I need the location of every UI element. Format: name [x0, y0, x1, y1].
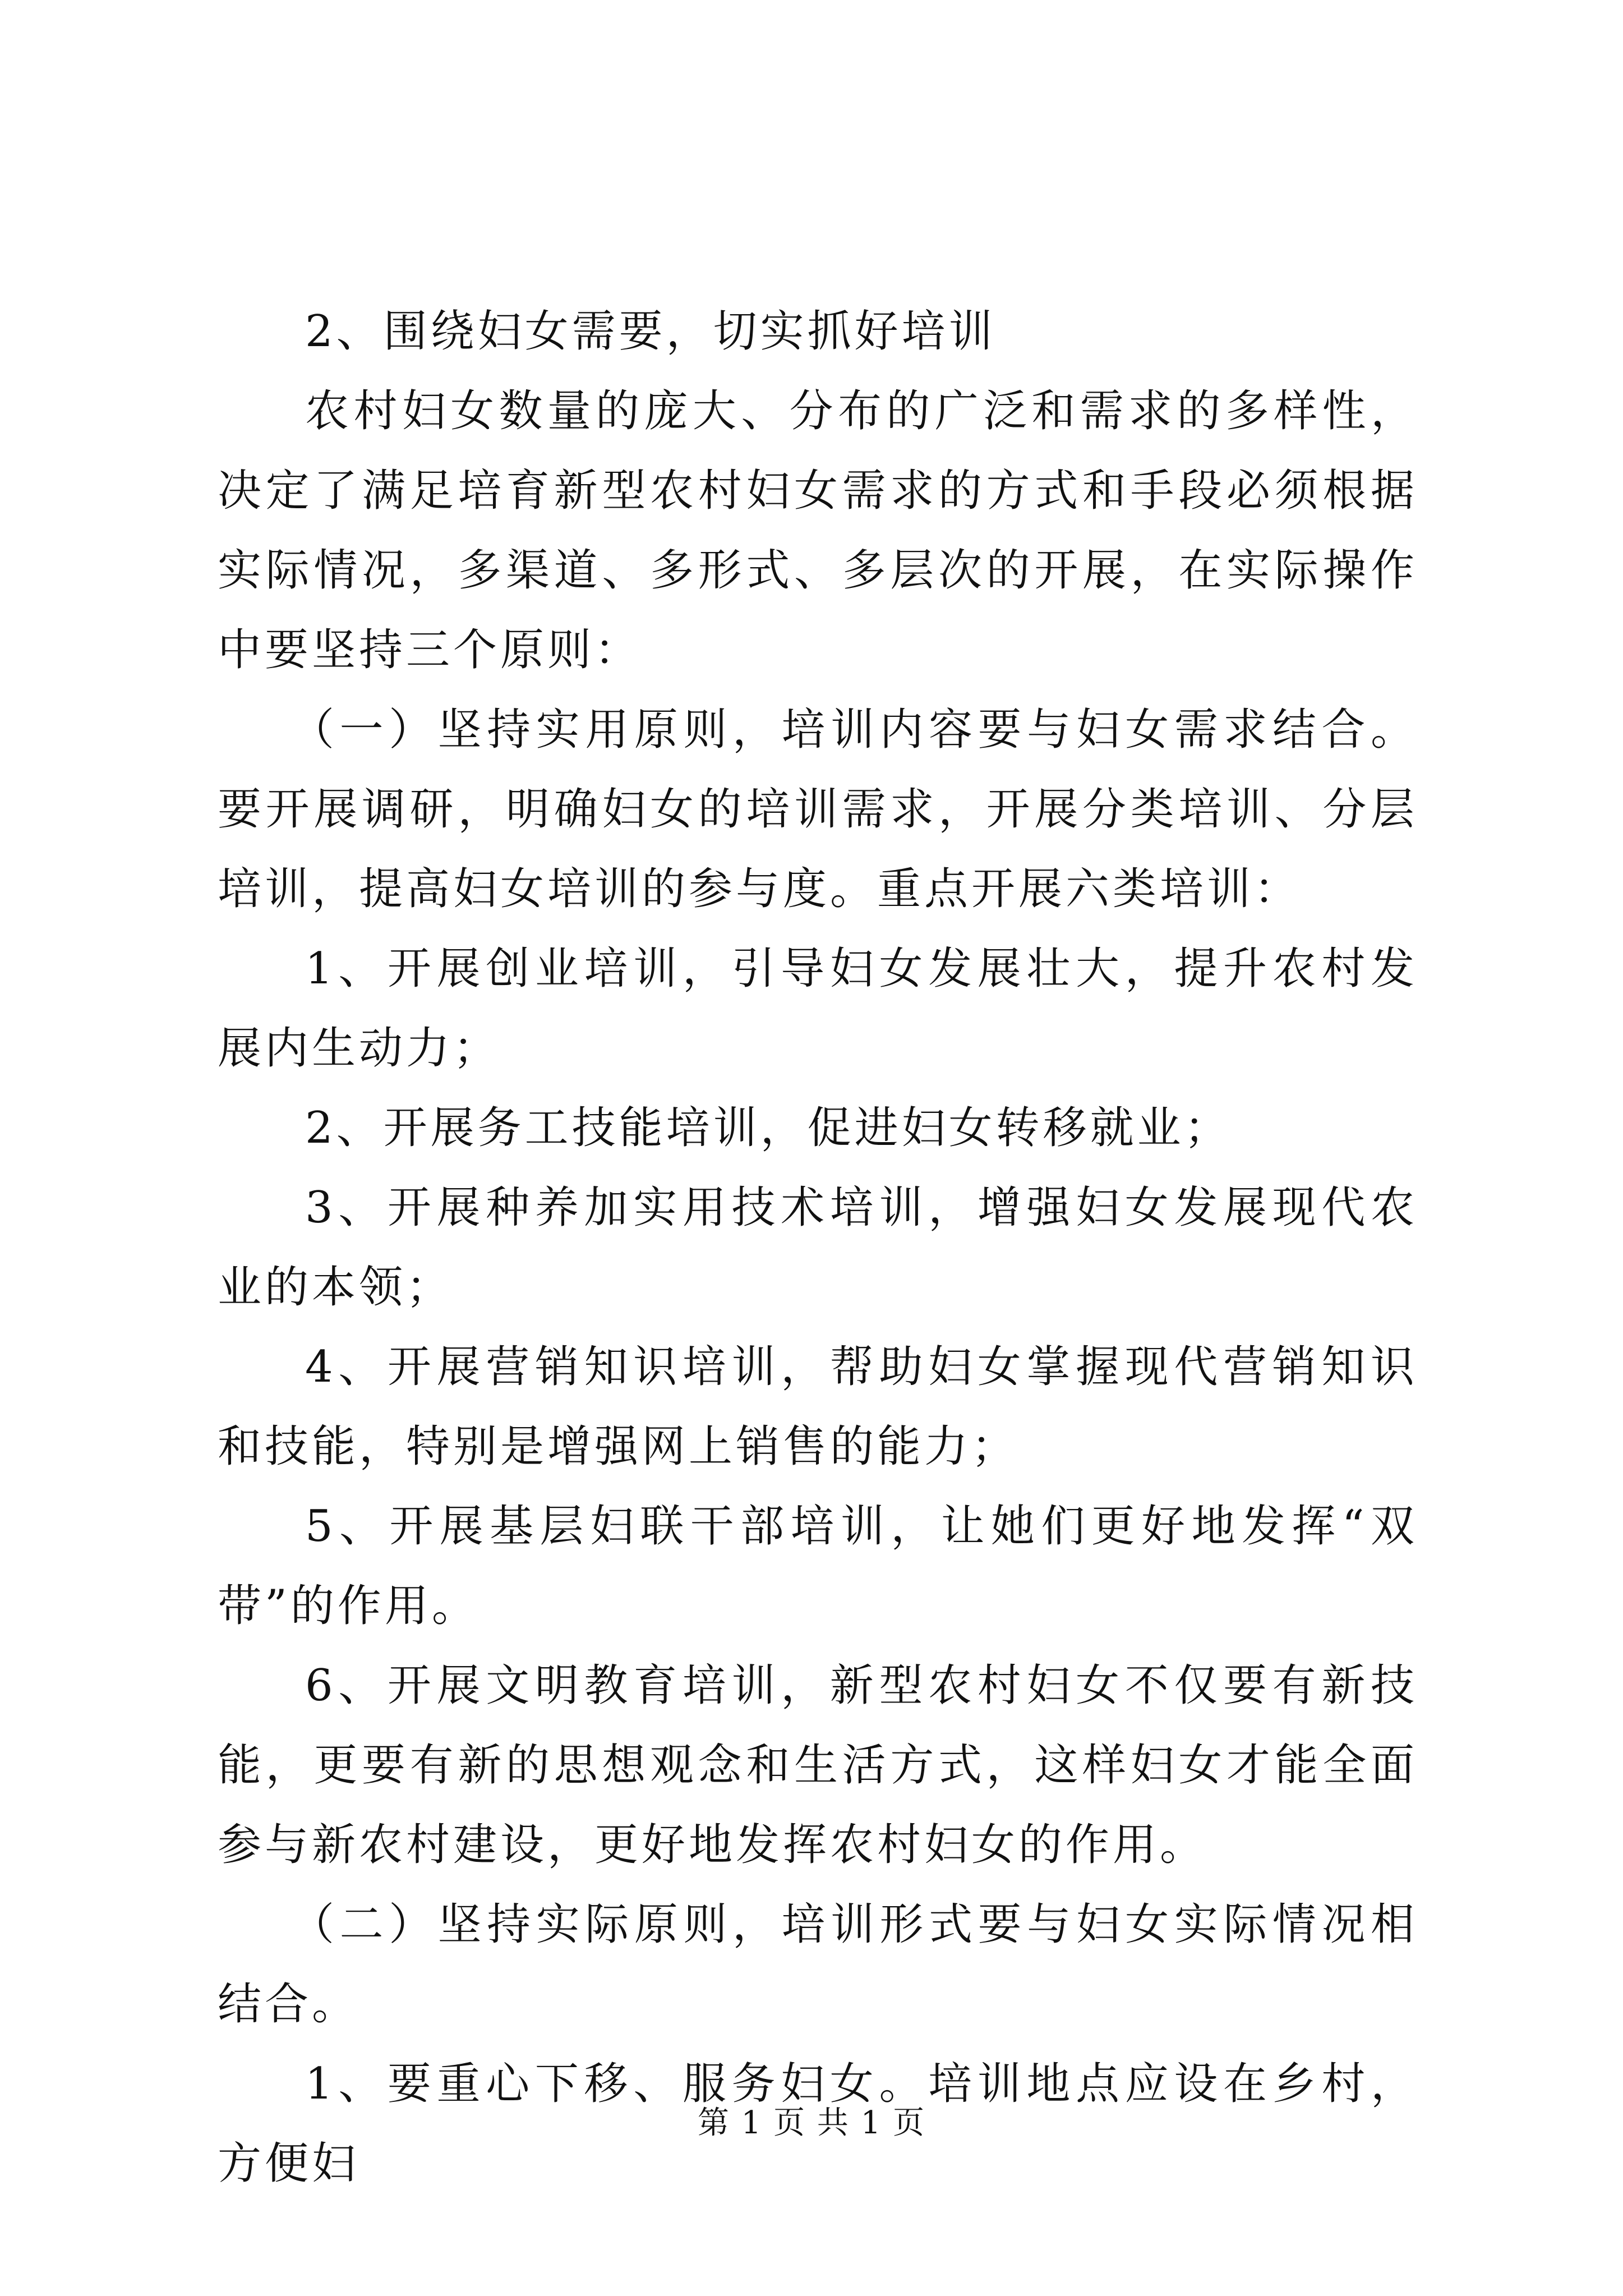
section-heading: 2、围绕妇女需要，切实抓好培训 — [305, 306, 996, 357]
document-body — [218, 292, 1418, 2203]
list-item: 1、要重心下移、服务妇女。培训地点应设在乡村，方便妇 — [218, 2059, 1418, 2189]
list-item: 5、开展基层妇联干部培训，让她们更好地发挥“双带”的作用。 — [218, 1501, 1418, 1631]
list-item: 1、开展创业培训，引导妇女发展壮大，提升农村发展内生动力； — [218, 944, 1418, 1074]
list-item: 3、开展种养加实用技术培训，增强妇女发展现代农业的本领； — [218, 1182, 1418, 1313]
list-item: 6、开展文明教育培训，新型农村妇女不仅要有新技能，更要有新的思想观念和生活方式，这样妇女才能全面参与新农村建设，更好地发挥农村妇女的作用。 — [218, 1660, 1418, 1870]
page-footer: 第 1 页 共 1 页 — [697, 2105, 926, 2141]
paragraph: （二）坚持实际原则，培训形式要与妇女实际情况相结合。 — [218, 1899, 1418, 2030]
list-item: 2、开展务工技能培训，促进妇女转移就业； — [305, 1103, 1232, 1153]
paragraph: 农村妇女数量的庞大、分布的广泛和需求的多样性，决定了满足培育新型农村妇女需求的方式和手段必须根据实际情况，多渠道、多形式、多层次的开展，在实际操作中要坚持三个原则： — [218, 386, 1418, 675]
paragraph: （一）坚持实用原则，培训内容要与妇女需求结合。要开展调研，明确妇女的培训需求，开展分类培训、分层培训，提高妇女培训的参与度。重点开展六类培训： — [218, 705, 1418, 914]
list-item: 4、开展营销知识培训，帮助妇女掌握现代营销知识和技能，特别是增强网上销售的能力； — [218, 1342, 1418, 1472]
